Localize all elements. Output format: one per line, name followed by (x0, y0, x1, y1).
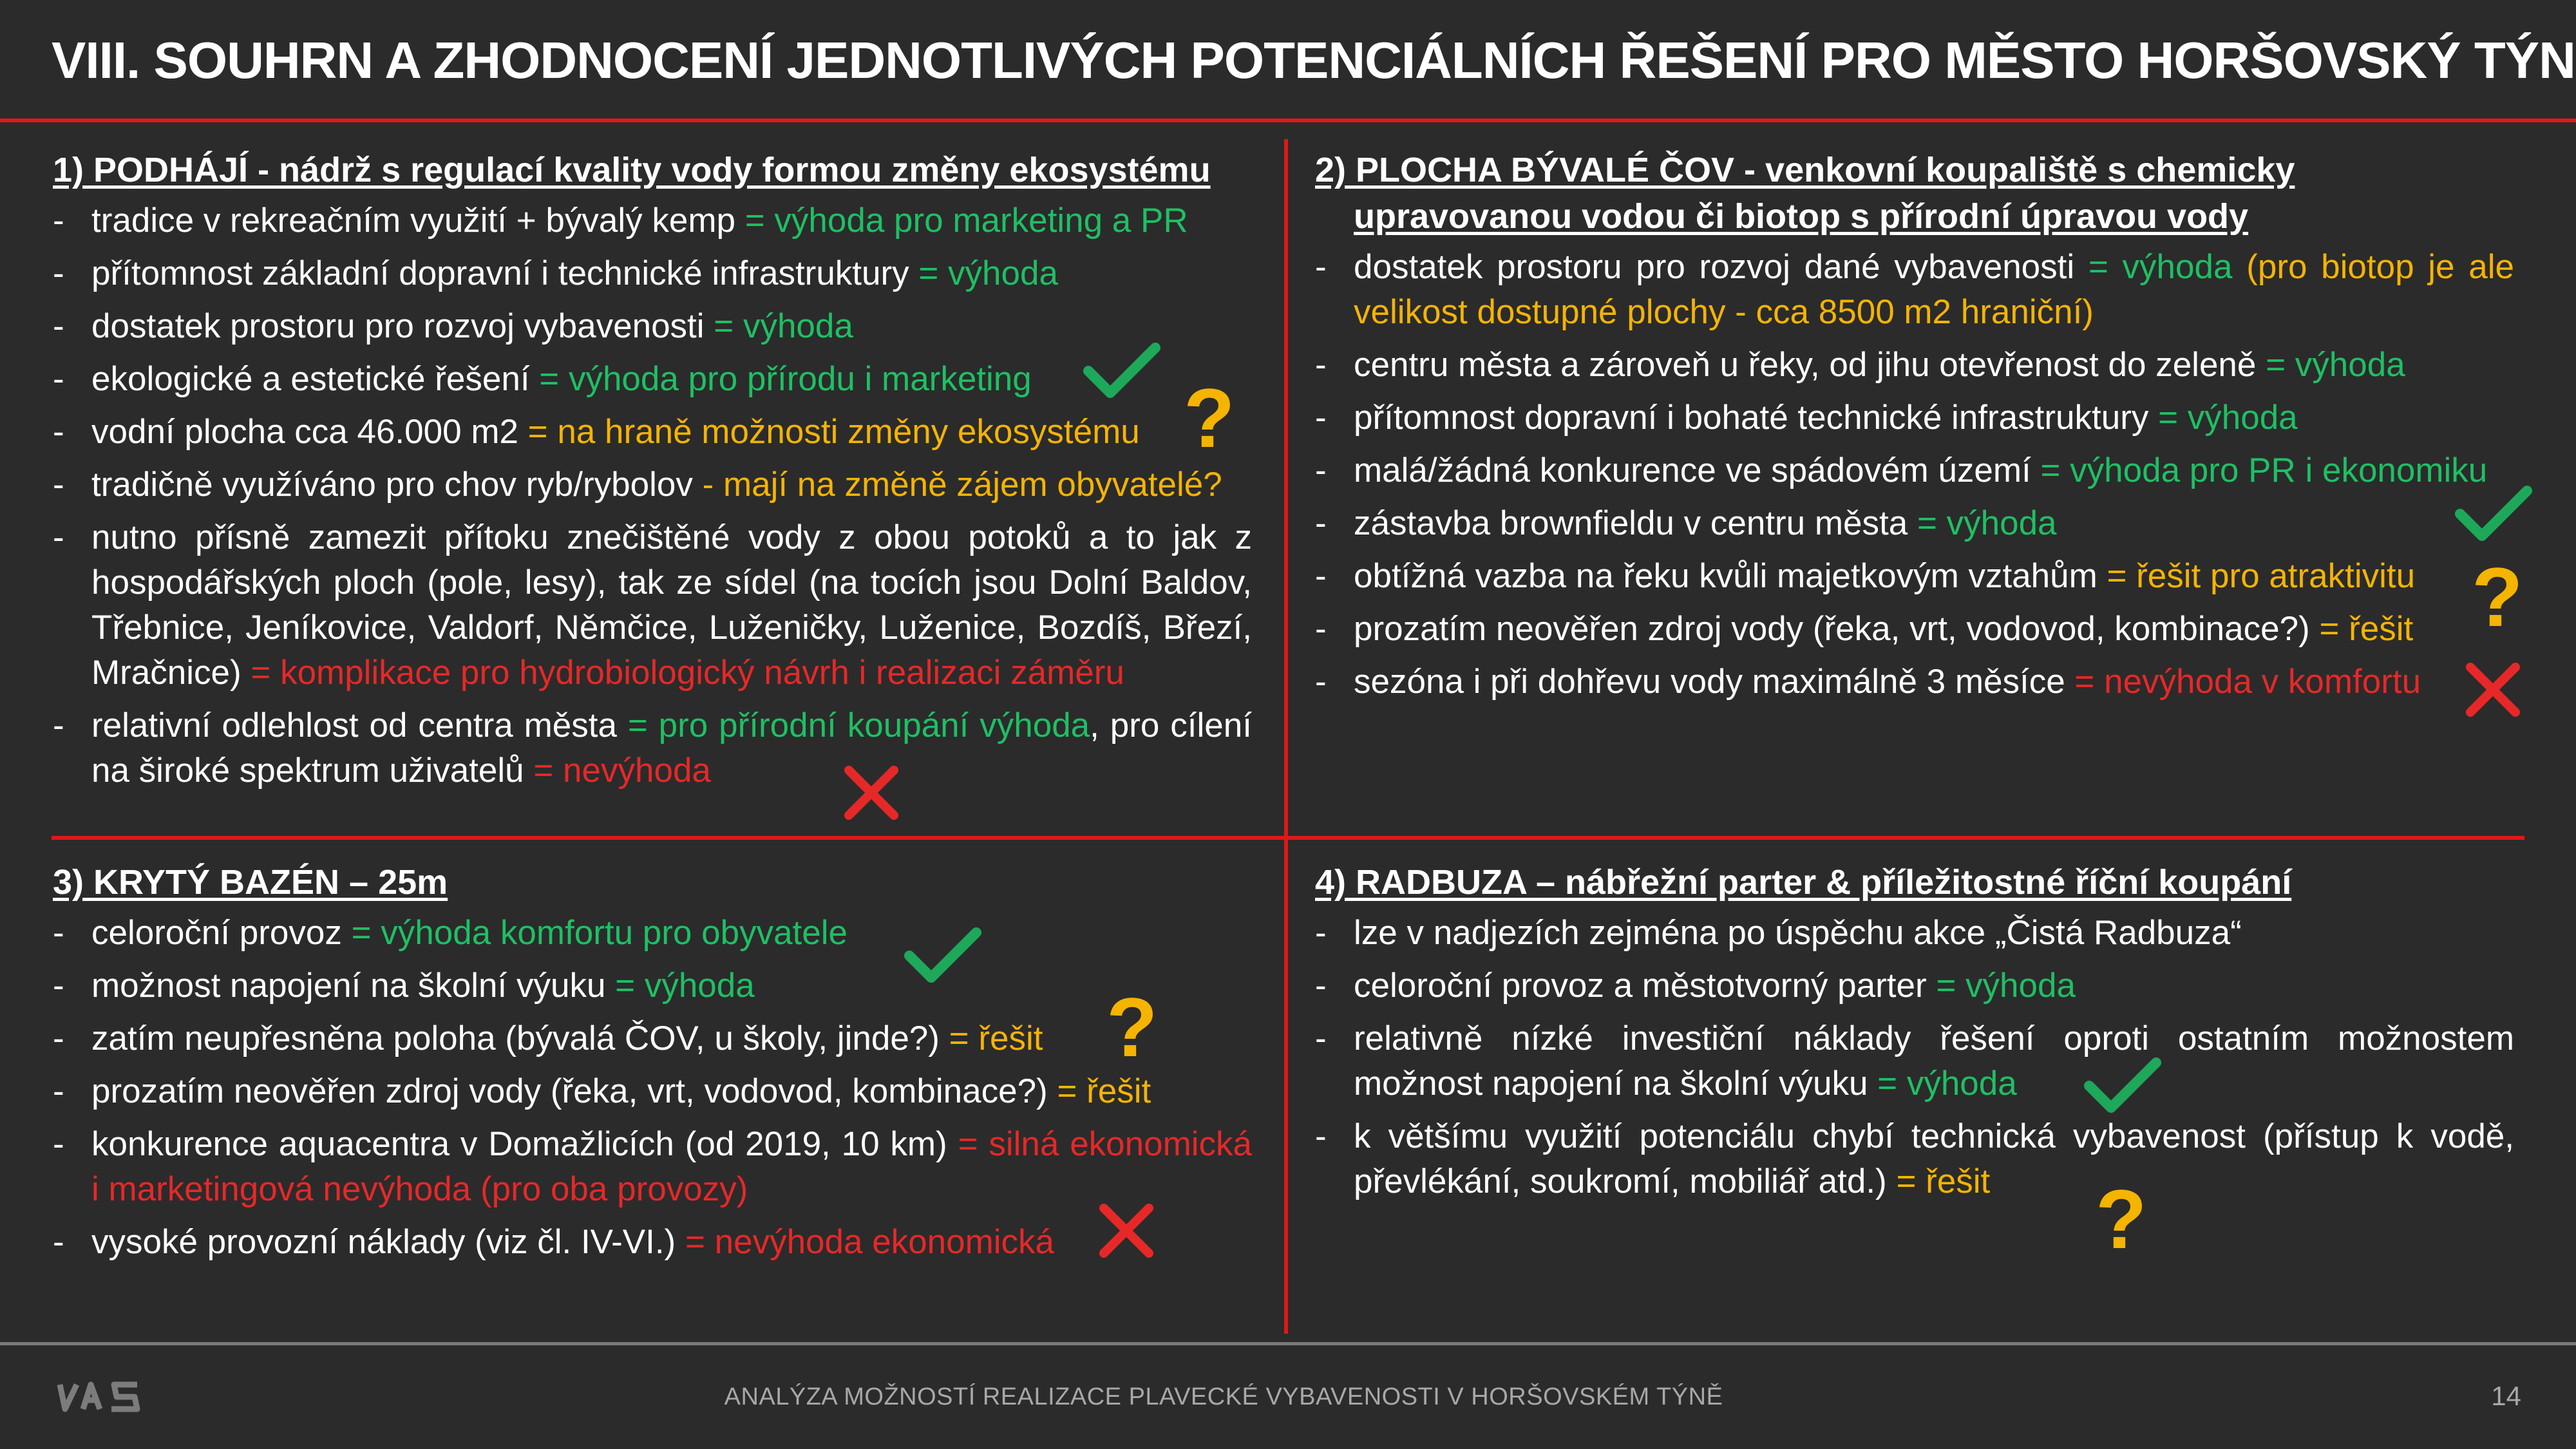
list-item (53, 410, 1252, 455)
item-text: přítomnost dopravní i bohaté technické infrastruktury (1354, 399, 2159, 437)
item-text: tradice v rekreačním využití + bývalý kemp (91, 202, 745, 240)
section-plocha-cov (1315, 147, 2514, 712)
item-evaluation: = výhoda pro PR i ekonomiku (2040, 451, 2488, 489)
item-text: vysoké provozní náklady (viz čl. IV-VI.) (91, 1223, 685, 1261)
list-item (1315, 554, 2514, 599)
item-text: , pro cílení na široké spektrum uživatelů (91, 706, 1252, 790)
list-item (1315, 607, 2514, 652)
item-evaluation: = řešit pro atraktivitu (2107, 557, 2416, 595)
bullet-dash: - (1315, 663, 1327, 701)
bullet-dash: - (53, 1125, 64, 1163)
item-text: obtížná vazba na řeku kvůli majetkovým vztahům (1354, 557, 2107, 595)
item-evaluation: = výhoda (2266, 346, 2405, 384)
item-text: nutno přísně zamezit přítoku znečištěné vody z obou potoků a to jak z hospodářských ploch (pole, lesy), tak ze sídel (na tocích jsou Dolní Baldov, Třebnice, Jeníkovice, Valdorf, Němčice, Luženičky, Luženice, Bozdíš, Březí, Mračnice) (91, 518, 1252, 692)
item-text: prozatím neověřen zdroj vody (řeka, vrt, vodovod, kombinace?) (91, 1072, 1057, 1110)
section-podhaji (53, 147, 1252, 801)
bullet-dash: - (1315, 1117, 1327, 1155)
section-item-list (53, 911, 1252, 1265)
bullet-dash: - (53, 254, 64, 292)
list-item (53, 462, 1252, 507)
list-item (1315, 963, 2514, 1009)
item-evaluation: = výhoda (1917, 504, 2057, 542)
item-text (2232, 248, 2246, 286)
item-evaluation: = nevýhoda v komfortu (2074, 663, 2421, 701)
item-evaluation: = pro přírodní koupání výhoda (627, 706, 1090, 744)
item-evaluation: - mají na změně zájem obyvatelé? (702, 466, 1222, 504)
item-text: dostatek prostoru pro rozvoj dané vybavenosti (1354, 248, 2088, 286)
item-evaluation: = řešit (2319, 610, 2414, 648)
list-item (1315, 1016, 2514, 1106)
list-item (53, 1122, 1252, 1212)
bullet-dash: - (53, 518, 64, 556)
section-item-list (1315, 245, 2514, 705)
item-text: konkurence aquacentra v Domažlicích (od 2019, 10 km) (91, 1125, 958, 1163)
item-evaluation: = výhoda (714, 307, 853, 345)
bullet-dash: - (53, 914, 64, 952)
section-kryty-bazen (53, 859, 1252, 1273)
bullet-dash: - (53, 360, 64, 398)
question-icon: ? (2472, 550, 2523, 644)
bullet-dash: - (53, 967, 64, 1005)
section-heading: 1) PODHÁJÍ - nádrž s regulací kvality vody formou změny ekosystému (53, 151, 1211, 189)
list-item (1315, 343, 2514, 388)
cross-icon (842, 764, 900, 822)
bullet-dash: - (53, 413, 64, 451)
section-item-list (1315, 911, 2514, 1204)
section-radbuza (1315, 859, 2514, 1212)
footer-caption: ANALÝZA MOŽNOSTÍ REALIZACE PLAVECKÉ VYBAVENOSTI V HORŠOVSKÉM TÝNĚ (724, 1383, 1723, 1410)
item-text: relativně nízké investiční náklady řešení oproti ostatním možnostem možnost napojení na školní výuku (1354, 1019, 2514, 1103)
item-text: celoroční provoz a městotvorný parter (1354, 967, 1937, 1005)
section-heading: 4) RADBUZA – nábřežní parter & příležitostné říční koupání (1315, 863, 2292, 902)
list-item (53, 251, 1252, 296)
item-text: prozatím neověřen zdroj vody (řeka, vrt, vodovod, kombinace?) (1354, 610, 2320, 648)
bullet-dash: - (53, 1019, 64, 1057)
section-heading: 2) PLOCHA BÝVALÉ ČOV - venkovní koupaliště s chemicky upravovanou vodou či biotop s přírodní úpravou vody (1315, 151, 2295, 236)
item-evaluation: = komplikace pro hydrobiologický návrh i realizaci záměru (251, 654, 1124, 692)
item-evaluation: (pro biotop je ale velikost dostupné plochy - cca 8500 m2 hraniční) (1354, 248, 2514, 331)
bullet-dash: - (1315, 504, 1327, 542)
item-evaluation: = výhoda (2158, 399, 2298, 437)
list-item (1315, 911, 2514, 956)
bullet-dash: - (1315, 610, 1327, 648)
item-text: malá/žádná konkurence ve spádovém území (1354, 451, 2041, 489)
bullet-dash: - (53, 706, 64, 744)
title-underline (0, 118, 2576, 122)
list-item (53, 911, 1252, 956)
bullet-dash: - (53, 466, 64, 504)
list-item (1315, 659, 2514, 705)
list-item (53, 963, 1252, 1009)
list-item (53, 515, 1252, 696)
bullet-dash: - (53, 1072, 64, 1110)
item-evaluation: = na hraně možnosti změny ekosystému (527, 413, 1140, 451)
bullet-dash: - (53, 1223, 64, 1261)
question-icon: ? (2096, 1172, 2147, 1266)
item-text: zatím neupřesněna poloha (bývalá ČOV, u školy, jinde?) (91, 1019, 949, 1057)
list-item (53, 1069, 1252, 1114)
bullet-dash: - (1315, 914, 1327, 952)
bullet-dash: - (1315, 248, 1327, 286)
bullet-dash: - (1315, 557, 1327, 595)
item-evaluation: = výhoda (615, 967, 755, 1005)
horizontal-divider (52, 836, 2524, 840)
list-item (53, 703, 1252, 793)
item-text: možnost napojení na školní výuku (91, 967, 616, 1005)
cross-icon (1097, 1202, 1155, 1260)
item-evaluation: = řešit (1896, 1162, 1991, 1200)
bullet-dash: - (1315, 451, 1327, 489)
item-text: zástavba brownfieldu v centru města (1354, 504, 1917, 542)
item-evaluation: = výhoda (1877, 1065, 2017, 1103)
list-item (53, 198, 1252, 243)
list-item (53, 357, 1252, 402)
list-item (1315, 245, 2514, 335)
list-item (1315, 448, 2514, 493)
item-evaluation: = výhoda (1936, 967, 2076, 1005)
item-text: sezóna i při dohřevu vody maximálně 3 měsíce (1354, 663, 2075, 701)
item-text: centru města a zároveň u řeky, od jihu otevřenost do zeleně (1354, 346, 2266, 384)
vas-logo (55, 1379, 145, 1414)
page-number: 14 (2491, 1381, 2521, 1411)
item-evaluation: = silná ekonomická i marketingová nevýhoda (pro oba provozy) (91, 1125, 1253, 1208)
bullet-dash: - (1315, 399, 1327, 437)
vertical-divider (1284, 139, 1288, 1334)
check-icon (2455, 484, 2532, 542)
item-evaluation: = výhoda pro přírodu i marketing (539, 360, 1032, 398)
question-icon: ? (1184, 371, 1235, 465)
item-text: přítomnost základní dopravní i technické infrastruktury (91, 254, 919, 292)
item-evaluation: = řešit (949, 1019, 1043, 1057)
bullet-dash: - (1315, 1019, 1327, 1057)
list-item (1315, 395, 2514, 440)
item-evaluation: = výhoda pro marketing a PR (744, 202, 1188, 240)
section-heading: 3) KRYTÝ BAZÉN – 25m (53, 863, 448, 902)
item-text: vodní plocha cca 46.000 m2 (91, 413, 528, 451)
bullet-dash: - (1315, 346, 1327, 384)
page-title: VIII. SOUHRN A ZHODNOCENÍ JEDNOTLIVÝCH POTENCIÁLNÍCH ŘEŠENÍ PRO MĚSTO HORŠOVSKÝ TÝN (52, 32, 2575, 89)
list-item (1315, 1114, 2514, 1204)
section-item-list (53, 198, 1252, 793)
check-icon (904, 926, 981, 984)
item-text: k většímu využití potenciálu chybí technická vybavenost (přístup k vodě, převlékání, soukromí, mobiliář atd.) (1354, 1117, 2514, 1200)
item-text: tradičně využíváno pro chov ryb/rybolov (91, 466, 703, 504)
list-item (53, 1016, 1252, 1061)
item-text: lze v nadjezích zejména po úspěchu akce „Čistá Radbuza“ (1354, 914, 2242, 952)
bullet-dash: - (1315, 967, 1327, 1005)
item-text: celoroční provoz (91, 914, 352, 952)
list-item (53, 1220, 1252, 1265)
bullet-dash: - (53, 202, 64, 240)
list-item (53, 304, 1252, 349)
footer-divider (0, 1342, 2576, 1345)
cross-icon (2464, 661, 2522, 719)
item-evaluation: = nevýhoda ekonomická (685, 1223, 1054, 1261)
item-evaluation: = výhoda (918, 254, 1058, 292)
item-text: ekologické a estetické řešení (91, 360, 540, 398)
item-text: dostatek prostoru pro rozvoj vybavenosti (91, 307, 714, 345)
bullet-dash: - (53, 307, 64, 345)
item-evaluation: = výhoda komfortu pro obyvatele (351, 914, 848, 952)
check-icon (2084, 1056, 2161, 1114)
item-evaluation: = nevýhoda (533, 752, 711, 790)
question-icon: ? (1106, 980, 1158, 1074)
list-item (1315, 501, 2514, 546)
item-evaluation: = řešit (1057, 1072, 1151, 1110)
item-evaluation: = výhoda (2088, 248, 2233, 286)
check-icon (1083, 341, 1160, 399)
item-text: relativní odlehlost od centra města (91, 706, 628, 744)
